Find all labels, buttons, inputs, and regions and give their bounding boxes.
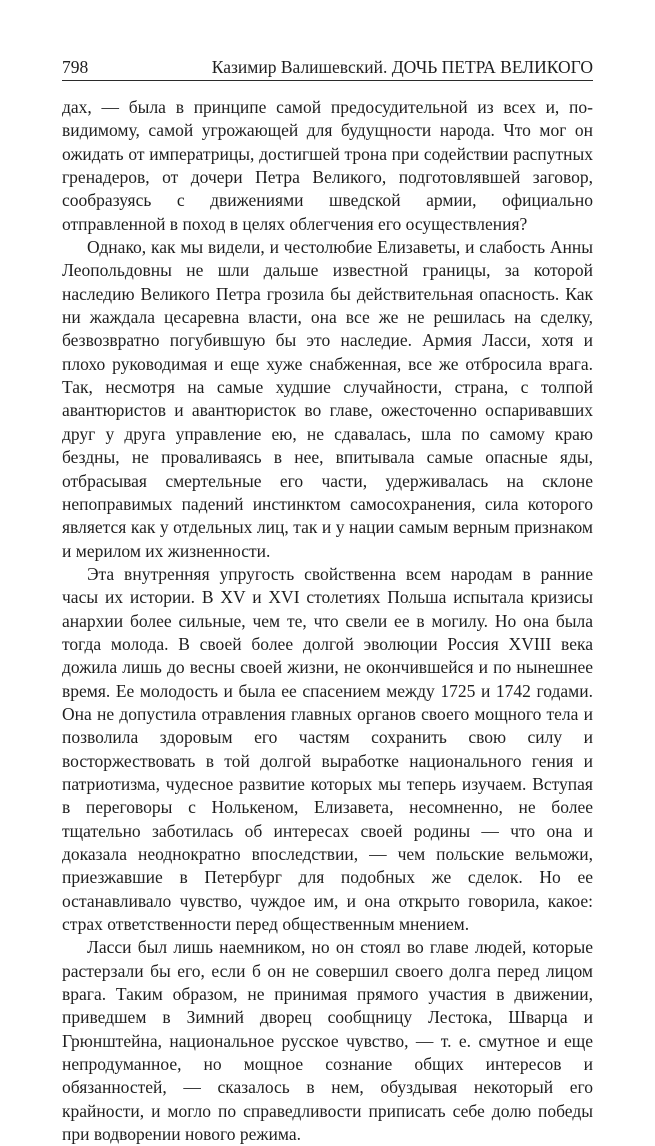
paragraph-4: Ласси был лишь наемником, но он стоял во главе людей, которые растерзали бы его, если б он не совершил своего долга перед лицом врага. Таким образом, не принимая прямого участия в движении, приведшем в Зимний дворец сообщницу Лестока, Шварца и Грюнштейна, национальное русское чувство, — т. е. смутное и еще непродуманное, но мощное сознание общих интересов и обязанностей, — сказалось в нем, обуздывая некоторый его крайности, и могло по справедливости приписать себе долю победы при водворении нового режима. (62, 937, 593, 1145)
paragraph-2: Однако, как мы видели, и честолюбие Елизаветы, и слабость Анны Леопольдовны не шли дальше известной границы, за которой наследию Великого Петра грозила бы действительная опасность. Как ни жаждала цесаревна власти, она все же не решилась на сделку, безвозвратно погубившую бы это наследие. Армия Ласси, хотя и плохо руководимая и еще хуже снабженная, все же отбросила врага. Так, несмотря на самые худшие случайности, страна, с толпой авантюристов и авантюристок во главе, ожесточенно оспаривавших друг у друга управление ею, не сдавалась, шла по самому краю бездны, не проваливаясь в нее, впитывала самые опасные яды, отбрасывая смертельные его части, удерживалась на склоне непоправимых падений инстинктом самосохранения, сила которого является как у отдельных лиц, так и у нации самым верным признаком и мерилом их жизненности. (62, 237, 593, 561)
page-number: 798 (62, 57, 89, 77)
running-header (62, 52, 593, 81)
body-text (62, 96, 593, 1146)
paragraph-1: дах, — была в принципе самой предосудительной из всех и, по-видимому, самой угрожающей для будущности народа. Что мог он ожидать от императрицы, достигшей трона при содействии распутных гренадеров, от дочери Петра Великого, подготовлявшей заговор, сообразуясь с движениями шведской армии, официально отправленной в поход в целях облегчения его осуществления? (62, 97, 593, 234)
running-title: Казимир Валишевский. ДОЧЬ ПЕТРА ВЕЛИКОГО (211, 57, 593, 77)
paragraph-3: Эта внутренняя упругость свойственна всем народам в ранние часы их истории. В XV и XVI столетиях Польша испытала кризисы анархии более сильные, чем те, что свели ее в могилу. Но она была тогда молода. В своей более долгой эволюции Россия XVIII века дожила лишь до весны своей жизни, не окончившейся и по нынешнее время. Ее молодость и была ее спасением между 1725 и 1742 годами. Она не допустила отравления главных органов своего мощного тела и позволила здоровым его частям сохранить свою силу и восторжествовать в той долгой выработке национального гения и патриотизма, чудесное развитие которых мы теперь изучаем. Вступая в переговоры с Нолькеном, Елизавета, несомненно, не более тщательно заботилась об интересах своей родины — что она и доказала неоднократно впоследствии, — чем польские вельможи, приезжавшие в Петербург для подобных же сделок. Но ее останавливало чувство, чуждое им, и она открыто говорила, какое: страх ответственности перед общественным мнением. (62, 563, 593, 935)
